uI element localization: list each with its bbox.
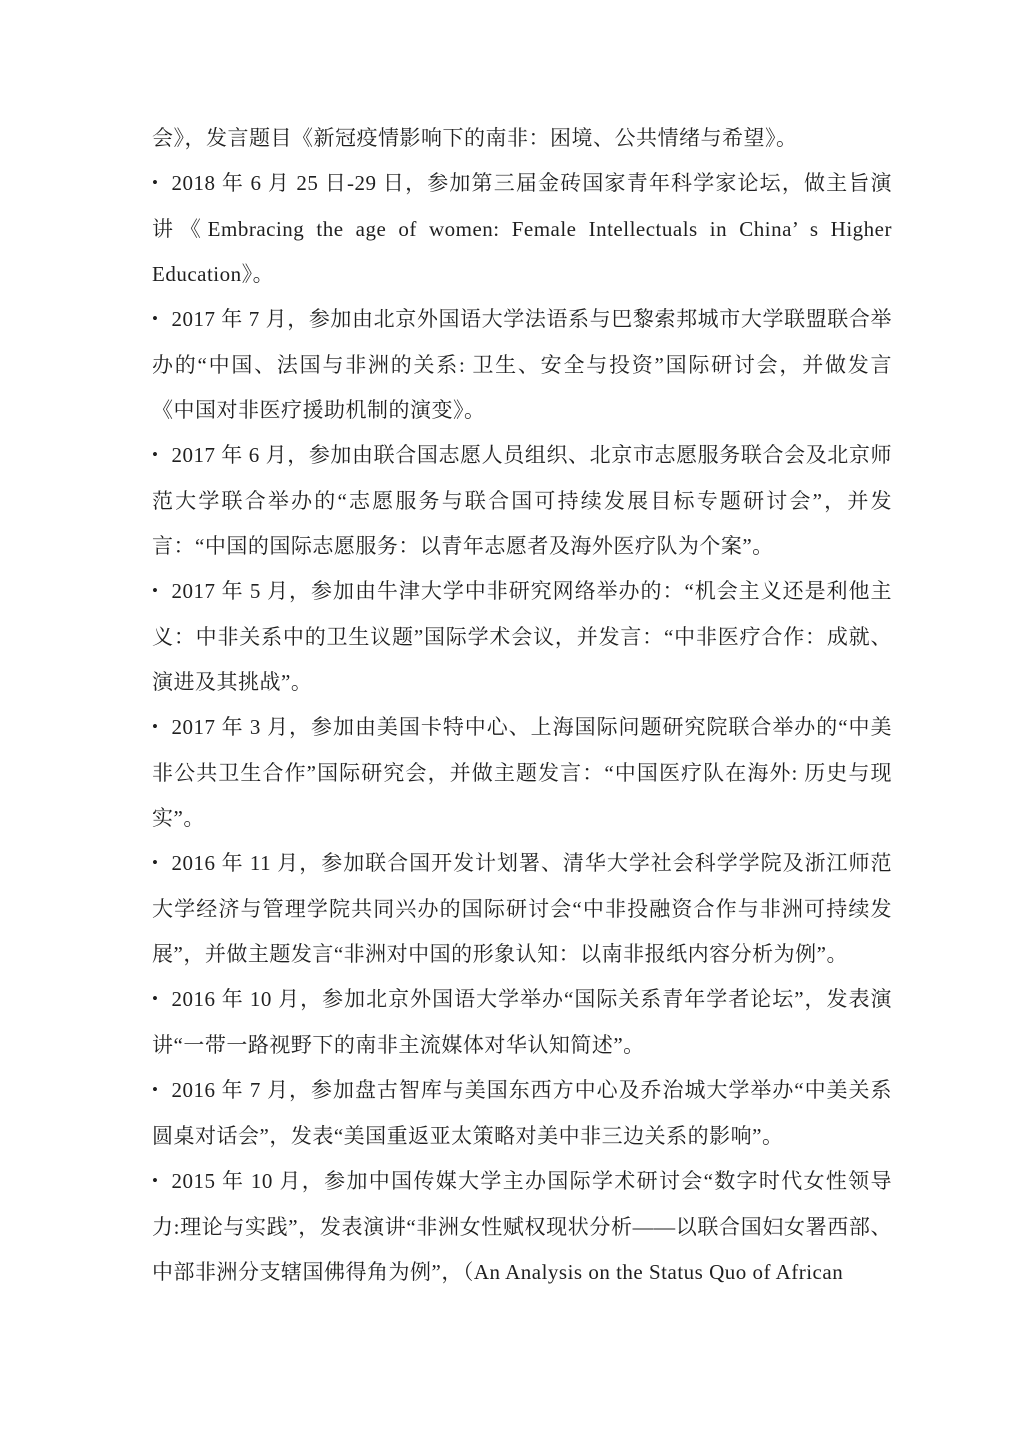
bullet-item xyxy=(152,1159,892,1295)
bullet-item xyxy=(152,1068,892,1159)
bullet-icon: • xyxy=(152,717,159,736)
paragraph-text: 2017 年 5 月，参加由牛津大学中非研究网络举办的：“机会主义还是利他主义：中非关系中的卫生议题”国际学术会议，并发言：“中非医疗合作：成就、演进及其挑战”。 xyxy=(152,579,892,694)
paragraph-text: 2017 年 7 月，参加由北京外国语大学法语系与巴黎索邦城市大学联盟联合举办的“中国、法国与非洲的关系: 卫生、安全与投资”国际研讨会，并做发言《中国对非医疗援助机制的演变》。 xyxy=(152,307,892,422)
continuation-paragraph xyxy=(152,116,892,161)
bullet-item xyxy=(152,841,892,977)
bullet-item xyxy=(152,977,892,1068)
paragraph-text: 2017 年 6 月，参加由联合国志愿人员组织、北京市志愿服务联合会及北京师范大学联合举办的“志愿服务与联合国可持续发展目标专题研讨会”，并发言：“中国的国际志愿服务：以青年志愿者及海外医疗队为个案”。 xyxy=(152,443,892,558)
bullet-icon: • xyxy=(152,309,159,328)
bullet-icon: • xyxy=(152,445,159,464)
document-content xyxy=(152,116,892,1295)
paragraph-text: 2015 年 10 月，参加中国传媒大学主办国际学术研讨会“数字时代女性领导力:理论与实践”，发表演讲“非洲女性赋权现状分析——以联合国妇女署西部、中部非洲分支辖国佛得角为例”，（An Analysis on the Status Quo of African xyxy=(152,1169,892,1284)
bullet-icon: • xyxy=(152,1171,159,1190)
paragraph-text: 2016 年 10 月，参加北京外国语大学举办“国际关系青年学者论坛”，发表演讲“一带一路视野下的南非主流媒体对华认知简述”。 xyxy=(152,987,892,1057)
paragraph-text: 会》，发言题目《新冠疫情影响下的南非：困境、公共情绪与希望》。 xyxy=(152,126,798,150)
bullet-item xyxy=(152,297,892,433)
bullet-item xyxy=(152,705,892,841)
paragraph-text: 2017 年 3 月，参加由美国卡特中心、上海国际问题研究院联合举办的“中美非公共卫生合作”国际研究会，并做主题发言：“中国医疗队在海外: 历史与现实”。 xyxy=(152,715,892,830)
bullet-icon: • xyxy=(152,173,159,192)
bullet-item xyxy=(152,433,892,569)
bullet-icon: • xyxy=(152,989,159,1008)
bullet-icon: • xyxy=(152,1080,159,1099)
paragraph-text: 2018 年 6 月 25 日-29 日，参加第三届金砖国家青年科学家论坛，做主旨演讲《Embracing the age of women: Female Intellectuals in China’ s Higher Education》。 xyxy=(152,171,892,286)
paragraph-text: 2016 年 7 月，参加盘古智库与美国东西方中心及乔治城大学举办“中美关系圆桌对话会”，发表“美国重返亚太策略对美中非三边关系的影响”。 xyxy=(152,1078,892,1148)
bullet-item xyxy=(152,569,892,705)
bullet-icon: • xyxy=(152,853,159,872)
bullet-icon: • xyxy=(152,581,159,600)
bullet-item xyxy=(152,161,892,297)
paragraph-text: 2016 年 11 月，参加联合国开发计划署、清华大学社会科学学院及浙江师范大学经济与管理学院共同兴办的国际研讨会“中非投融资合作与非洲可持续发展”，并做主题发言“非洲对中国的形象认知：以南非报纸内容分析为例”。 xyxy=(152,851,892,966)
